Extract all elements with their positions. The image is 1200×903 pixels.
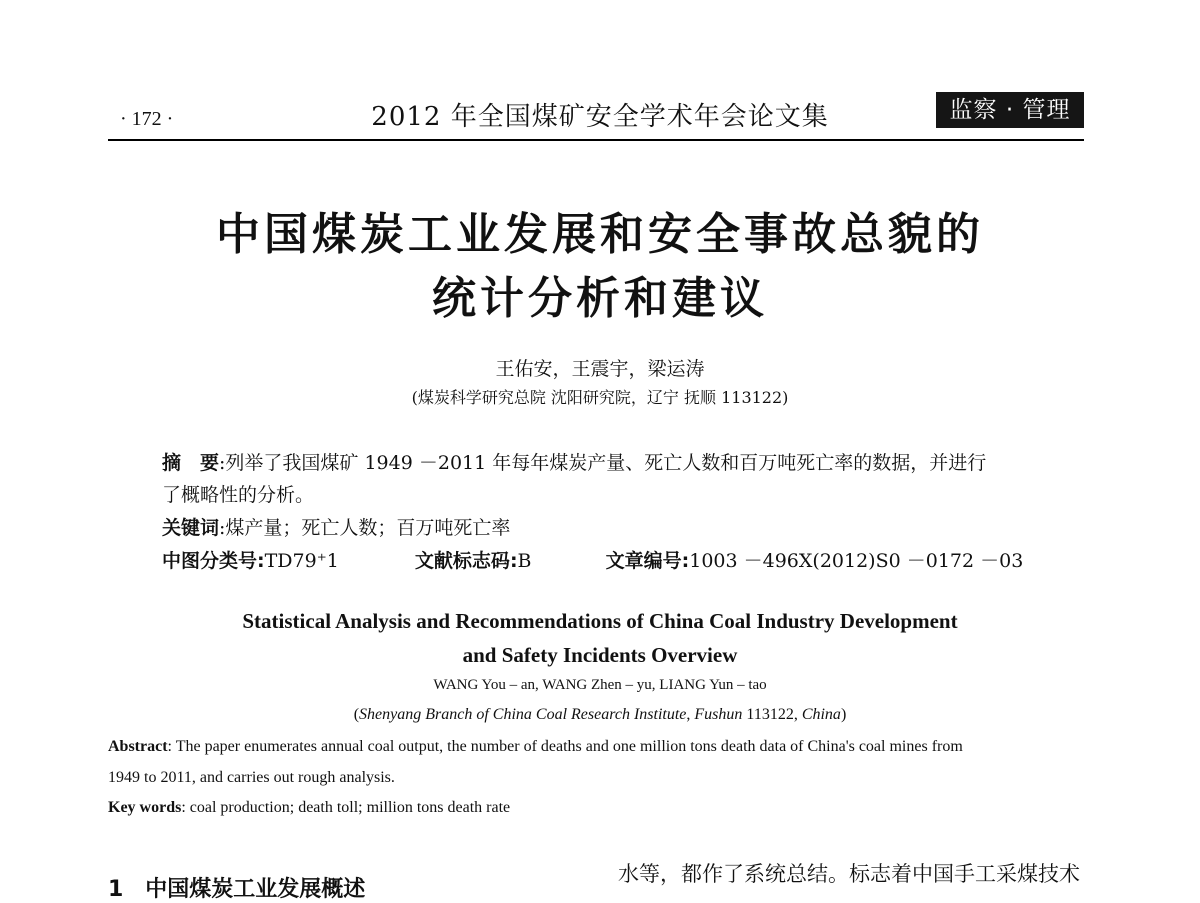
affiliation-en-city: Fushun — [694, 706, 743, 723]
abstract-en-line1: The paper enumerates annual coal output, the number of deaths and one million tons death data of China's coal mines from — [175, 738, 963, 755]
affiliation-en-country: China — [801, 706, 841, 723]
abstract-zh — [162, 448, 986, 475]
clc-colon: : — [257, 550, 265, 572]
clc-value: TD79⁺1 — [264, 550, 339, 572]
abstract-zh-label: 摘 要 — [162, 452, 220, 474]
classification-row — [162, 546, 1023, 573]
article-no-label: 文章编号 — [605, 550, 682, 572]
abstract-zh-colon: : — [219, 452, 226, 474]
section-tag: 监察 · 管理 — [936, 92, 1084, 128]
abstract-en-colon: : — [167, 738, 176, 755]
body-text-right-column: 水等，都作了系统总结。标志着中国手工采煤技术 — [618, 862, 1080, 886]
page-number: · 172 · — [120, 108, 174, 130]
abstract-en-label: Abstract — [108, 738, 168, 755]
keywords-en-colon: : — [181, 799, 190, 816]
doc-code-value: B — [517, 550, 532, 572]
title-en-line1: Statistical Analysis and Recommendations of China Coal Industry Development — [242, 609, 958, 633]
affiliation-en: (Shenyang Branch of China Coal Research Institute, Fushun 113122, China) — [353, 706, 847, 723]
article-no-value: 1003 －496X(2012)S0 －0172 －03 — [689, 550, 1024, 572]
section-heading-1: 1 中国煤炭工业发展概述 — [108, 877, 366, 902]
authors-zh: 王佑安，王震宇，梁运涛 — [495, 358, 705, 380]
title-en-line2: and Safety Incidents Overview — [462, 643, 738, 667]
affiliation-en-institution: Shenyang Branch of China Coal Research Institute — [359, 706, 687, 723]
keywords-en — [108, 799, 1084, 817]
doc-code-colon: : — [509, 550, 518, 572]
clc-label: 中图分类号 — [162, 550, 258, 572]
title-zh-line1: 中国煤炭工业发展和安全事故总貌的 — [216, 209, 984, 260]
keywords-zh-colon: : — [219, 517, 226, 539]
keywords-zh-label: 关键词 — [162, 517, 220, 539]
keywords-en-label: Key words — [108, 799, 182, 816]
abstract-en-line2: 1949 to 2011, and carries out rough analysis. — [108, 769, 395, 786]
keywords-en-text: coal production; death toll; million tons death rate — [189, 799, 511, 816]
abstract-zh-line1: 列举了我国煤矿 1949 －2011 年每年煤炭产量、死亡人数和百万吨死亡率的数据，并进行 — [225, 452, 987, 474]
affiliation-zh: (煤炭科学研究总院 沈阳研究院，辽宁 抚顺 113122) — [411, 388, 789, 407]
abstract-zh-line2: 了概略性的分析。 — [162, 484, 315, 506]
article-no-colon: : — [681, 550, 690, 572]
keywords-zh-text: 煤产量；死亡人数；百万吨死亡率 — [225, 517, 511, 539]
doc-code-label: 文献标志码 — [414, 550, 510, 572]
title-zh-line2: 统计分析和建议 — [432, 273, 768, 324]
running-title: 2012 年全国煤矿安全学术年会论文集 — [371, 102, 829, 132]
affiliation-en-postcode: 113122 — [746, 706, 794, 723]
header-rule — [108, 139, 1084, 141]
authors-en: WANG You – an, WANG Zhen – yu, LIANG Yun – tao — [433, 677, 767, 693]
keywords-zh — [162, 513, 510, 540]
abstract-en — [108, 738, 1084, 756]
